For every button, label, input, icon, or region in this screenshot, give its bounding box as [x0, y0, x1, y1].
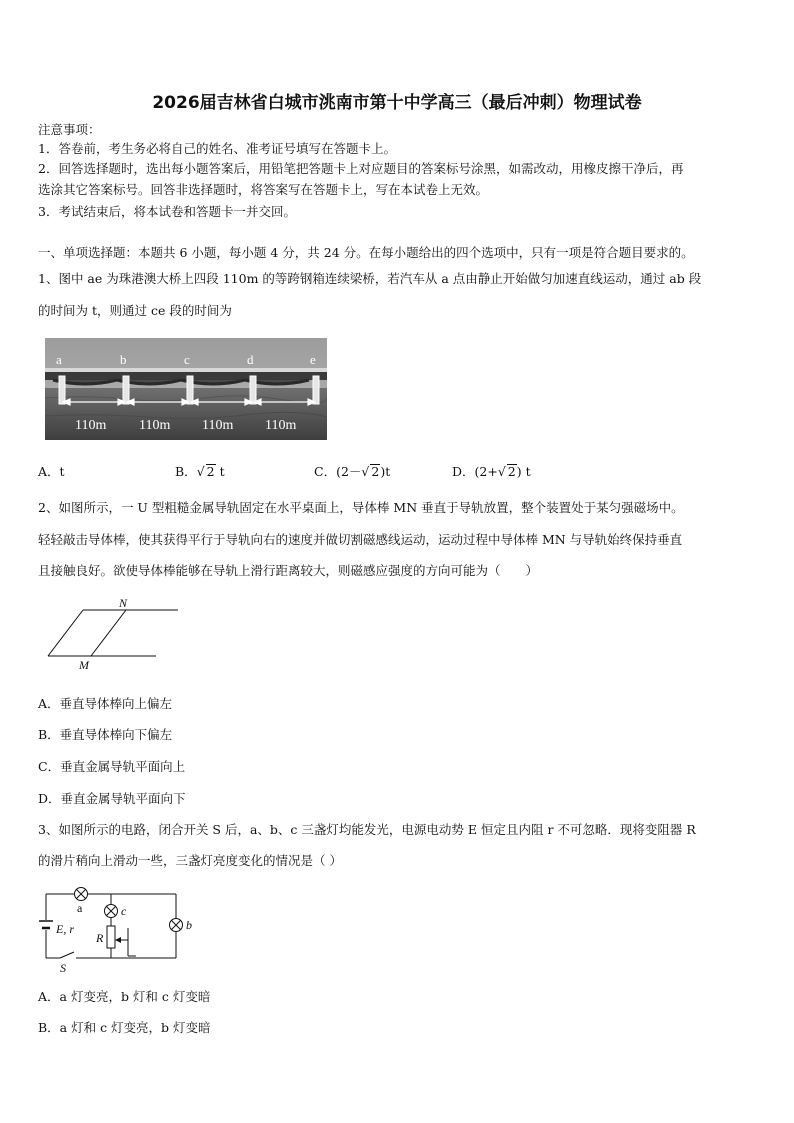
pier-d [250, 376, 256, 404]
pier-a [59, 376, 65, 404]
q2-option-a: A．垂直导体棒向上偏左 [38, 696, 173, 711]
notice-item-2-cont: 选涂其它答案标号。回答非选择题时，将答案写在答题卡上，写在本试卷上无效。 [38, 182, 489, 197]
circuit-figure [36, 884, 196, 974]
q1-option-c: C．(2－√ 2)t [314, 464, 391, 479]
notice-item-1: 1．答卷前，考生务必将自己的姓名、准考证号填写在答题卡上。 [38, 141, 396, 156]
q2-option-d: D．垂直金属导轨平面向下 [38, 791, 186, 806]
notice-item-2: 2．回答选择题时，选出每小题答案后，用铅笔把答题卡上对应题目的答案标号涂黑，如需改动，用橡皮擦干净后，再 [38, 161, 684, 176]
section-heading: 一、单项选择题：本题共 6 小题，每小题 4 分，共 24 分。在每小题给出的四个选项中，只有一项是符合题目要求的。 [38, 245, 694, 260]
bridge-figure [45, 338, 327, 440]
source-label: E, r [56, 922, 74, 936]
q2-stem-line2: 轻轻敲击导体棒，使其获得平行于导轨向右的速度并做切割磁感线运动，运动过程中导体棒 MN 与导轨始终保持垂直 [38, 532, 683, 547]
point-label-c: c [184, 352, 190, 367]
switch-label: S [60, 961, 66, 974]
q2-option-c: C．垂直金属导轨平面向上 [38, 759, 186, 774]
span-label-ab: 110m [75, 418, 107, 433]
q3-option-a: A．a 灯变亮，b 灯和 c 灯变暗 [38, 989, 211, 1004]
q1-stem-line1: 1、图中 ae 为珠港澳大桥上四段 110m 的等跨钢箱连续梁桥，若汽车从 a 点由静止开始做匀加速直线运动，通过 ab 段 [38, 271, 702, 286]
point-label-a: a [56, 352, 62, 367]
q1-stem-line2: 的时间为 t，则通过 ce 段的时间为 [38, 303, 232, 318]
page-title: 2026届吉林省白城市洮南市第十中学高三（最后冲刺）物理试卷 [152, 93, 642, 113]
pier-b [123, 376, 129, 404]
rail-figure [40, 594, 190, 674]
sqrt-symbol: √ 2 [361, 464, 380, 479]
q1-option-b: B．√ 2 t [175, 464, 225, 479]
q3-stem-line2: 的滑片稍向上滑动一些，三盏灯亮度变化的情况是（ ） [38, 853, 342, 868]
q1-option-d: D．(2+√ 2) t [452, 464, 531, 479]
q2-option-b: B．垂直导体棒向下偏左 [38, 727, 173, 742]
pier-c [187, 376, 193, 404]
q1-option-a: A．t [38, 464, 65, 479]
lamp-b-label: b [186, 918, 192, 932]
point-label-d: d [247, 352, 254, 367]
label-m: M [79, 658, 89, 672]
q3-option-b: B．a 灯和 c 灯变亮，b 灯变暗 [38, 1020, 211, 1035]
sqrt-symbol: √ 2 [196, 464, 215, 479]
span-label-bc: 110m [139, 418, 171, 433]
label-n: N [119, 596, 128, 610]
q3-stem-line1: 3、如图所示的电路，闭合开关 S 后，a、b、c 三盏灯均能发光，电源电动势 E 恒定且内阻 r 不可忽略．现将变阻器 R [38, 822, 696, 837]
pier-e [313, 376, 319, 404]
point-label-b: b [120, 352, 127, 367]
q2-stem-line1: 2、如图所示，一 U 型粗糙金属导轨固定在水平桌面上，导体棒 MN 垂直于导轨放置，整个装置处于某匀强磁场中。 [38, 500, 684, 515]
span-label-cd: 110m [202, 418, 234, 433]
resistor-label: R [96, 931, 104, 945]
q2-stem-line3: 且接触良好。欲使导体棒能够在导轨上滑行距离较大，则磁感应强度的方向可能为（ ） [38, 563, 539, 578]
sqrt-symbol: √ 2 [497, 464, 516, 479]
notice-heading: 注意事项： [38, 122, 101, 137]
notice-item-3: 3．考试结束后，将本试卷和答题卡一并交回。 [38, 204, 296, 219]
lamp-c-label: c [121, 904, 127, 918]
span-label-de: 110m [265, 418, 297, 433]
lamp-a-label: a [77, 901, 83, 915]
point-label-e: e [310, 352, 316, 367]
